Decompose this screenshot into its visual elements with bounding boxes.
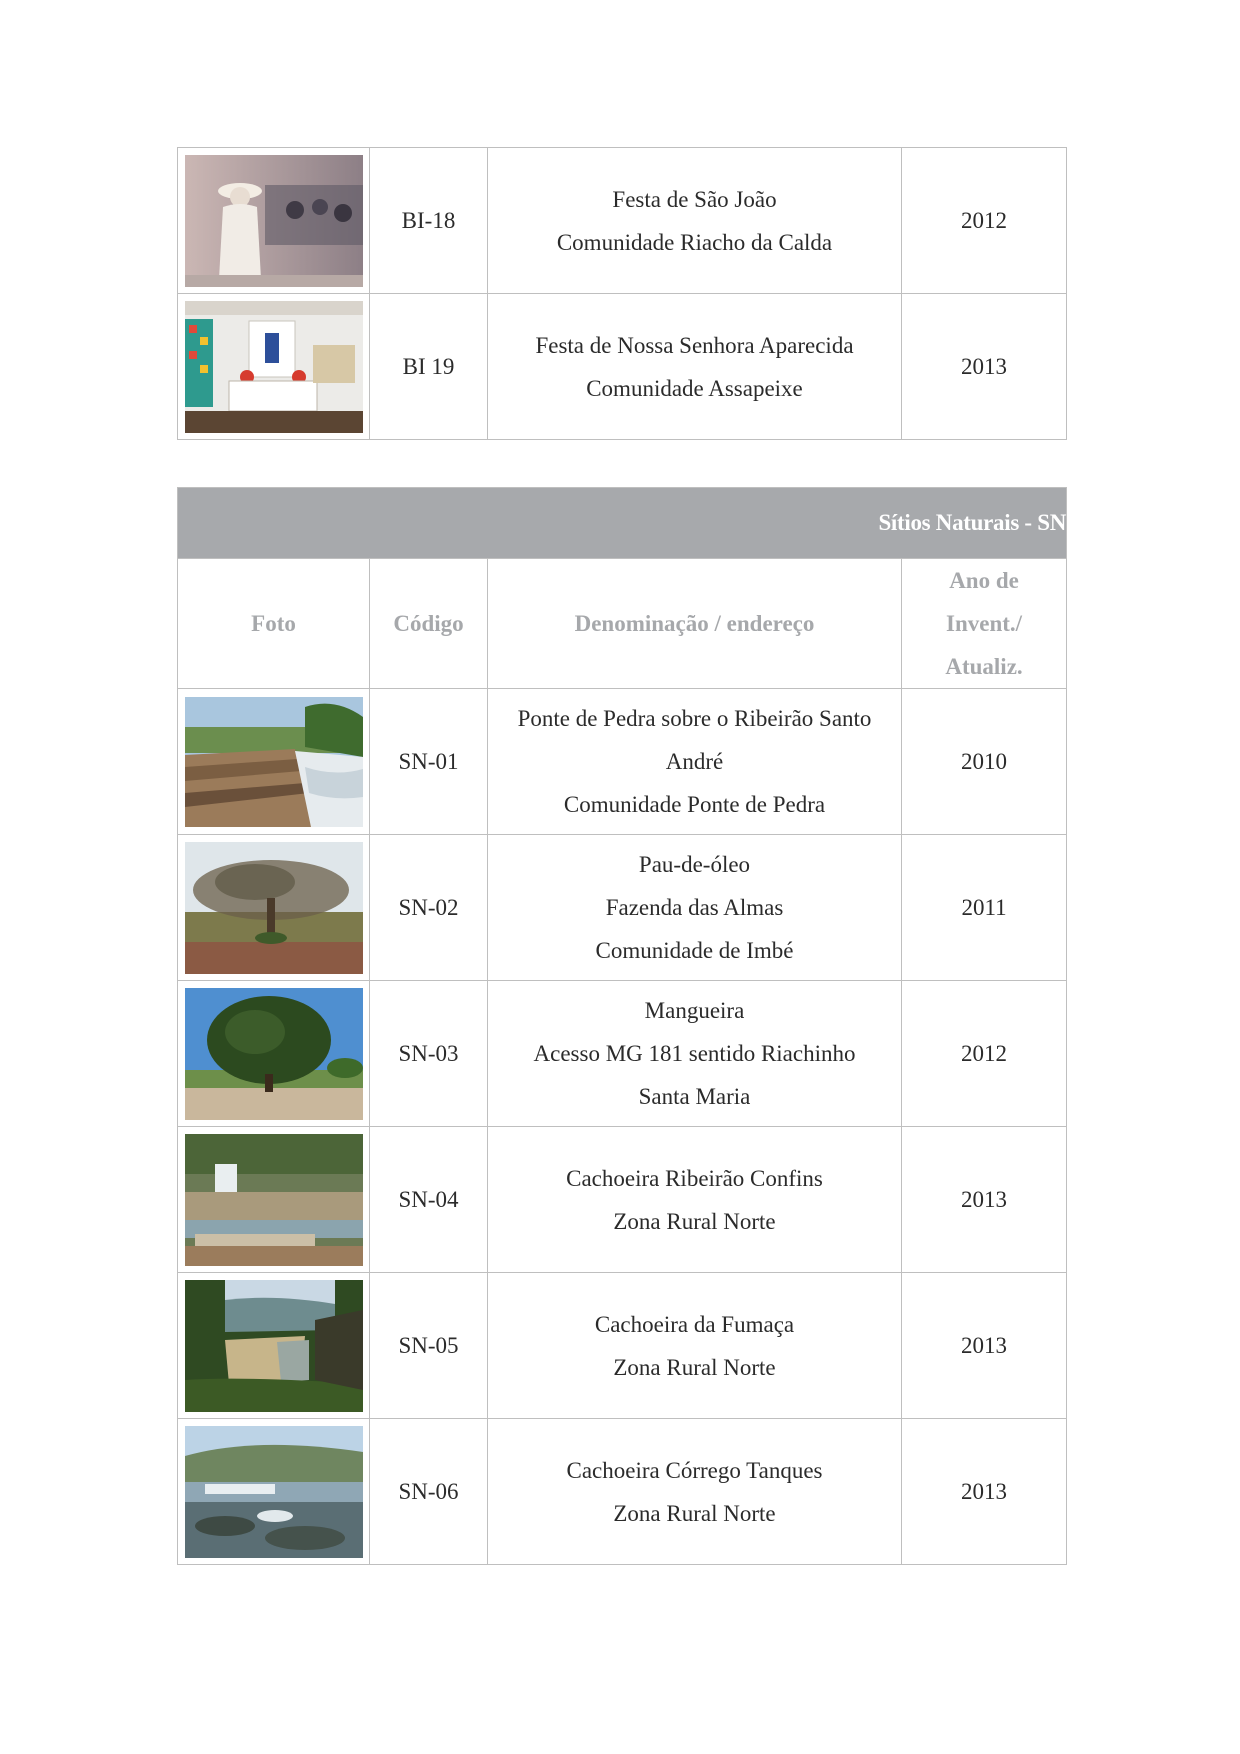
table-row [178, 981, 1067, 1127]
header-year-line: Ano de [949, 568, 1019, 593]
name-line: André [665, 749, 724, 774]
name-cell [488, 294, 902, 440]
section-band [178, 488, 1067, 559]
name-line: Santa Maria [638, 1084, 751, 1109]
heritage-table-continued [177, 147, 1067, 440]
festa-sao-joao-photo [185, 155, 363, 287]
year-cell: 2013 [902, 1273, 1067, 1419]
year-cell: 2013 [902, 294, 1067, 440]
year-cell: 2013 [902, 1419, 1067, 1565]
photo-cell [178, 1419, 370, 1565]
table-header [178, 559, 1067, 689]
name-cell [488, 689, 902, 835]
table-row [178, 1127, 1067, 1273]
year-cell: 2010 [902, 689, 1067, 835]
photo-cell [178, 1127, 370, 1273]
stone-bridge-river-photo [185, 697, 363, 827]
header-year [902, 559, 1067, 689]
code-cell: BI-18 [370, 148, 488, 294]
year-cell: 2012 [902, 148, 1067, 294]
name-line: Pau-de-óleo [638, 852, 751, 877]
name-line: Mangueira [644, 998, 745, 1023]
code-cell: SN-01 [370, 689, 488, 835]
pau-de-oleo-tree-photo [185, 842, 363, 974]
header-year-line: Atualiz. [945, 654, 1023, 679]
photo-cell [178, 835, 370, 981]
name-line: Comunidade Ponte de Pedra [563, 792, 826, 817]
name-line: Comunidade Assapeixe [586, 375, 803, 401]
name-line: Cachoeira Córrego Tanques [566, 1457, 823, 1483]
name-line: Comunidade de Imbé [595, 938, 794, 963]
code-cell: SN-02 [370, 835, 488, 981]
name-line: Zona Rural Norte [613, 1500, 776, 1526]
code-cell: SN-05 [370, 1273, 488, 1419]
photo-cell [178, 294, 370, 440]
name-cell [488, 1419, 902, 1565]
code-cell: SN-04 [370, 1127, 488, 1273]
year-cell: 2013 [902, 1127, 1067, 1273]
name-line: Festa de Nossa Senhora Aparecida [535, 332, 854, 358]
name-cell [488, 1127, 902, 1273]
code-cell: SN-03 [370, 981, 488, 1127]
waterfall-fumaca-photo [185, 1280, 363, 1412]
table-row [178, 689, 1067, 835]
name-cell [488, 835, 902, 981]
name-line: Cachoeira da Fumaça [594, 1311, 795, 1337]
header-year-line: Invent./ [946, 611, 1023, 636]
name-line: Festa de São João [612, 186, 777, 212]
name-line: Zona Rural Norte [613, 1354, 776, 1380]
table-row [178, 1419, 1067, 1565]
table-row [178, 1273, 1067, 1419]
name-cell [488, 981, 902, 1127]
table-row [178, 148, 1067, 294]
year-cell: 2012 [902, 981, 1067, 1127]
sitios-naturais-table [177, 487, 1067, 1565]
name-line: Acesso MG 181 sentido Riachinho [533, 1041, 856, 1066]
waterfall-confins-photo [185, 1134, 363, 1266]
header-code: Código [370, 559, 488, 689]
name-cell [488, 148, 902, 294]
photo-cell [178, 981, 370, 1127]
name-line: Cachoeira Ribeirão Confins [566, 1165, 823, 1191]
table-row [178, 835, 1067, 981]
photo-cell [178, 1273, 370, 1419]
name-line: Ponte de Pedra sobre o Ribeirão Santo [517, 706, 872, 731]
table-row [178, 294, 1067, 440]
festa-nossa-senhora-photo [185, 301, 363, 433]
section-title: Sítios Naturais - SN [178, 488, 1067, 559]
code-cell: SN-06 [370, 1419, 488, 1565]
photo-cell [178, 689, 370, 835]
mango-tree-photo [185, 988, 363, 1120]
code-cell: BI 19 [370, 294, 488, 440]
year-cell: 2011 [902, 835, 1067, 981]
waterfall-tanques-photo [185, 1426, 363, 1558]
name-line: Zona Rural Norte [613, 1208, 776, 1234]
name-line: Comunidade Riacho da Calda [556, 229, 833, 255]
name-line: Fazenda das Almas [605, 895, 784, 920]
header-name: Denominação / endereço [488, 559, 902, 689]
name-cell [488, 1273, 902, 1419]
photo-cell [178, 148, 370, 294]
header-photo: Foto [178, 559, 370, 689]
